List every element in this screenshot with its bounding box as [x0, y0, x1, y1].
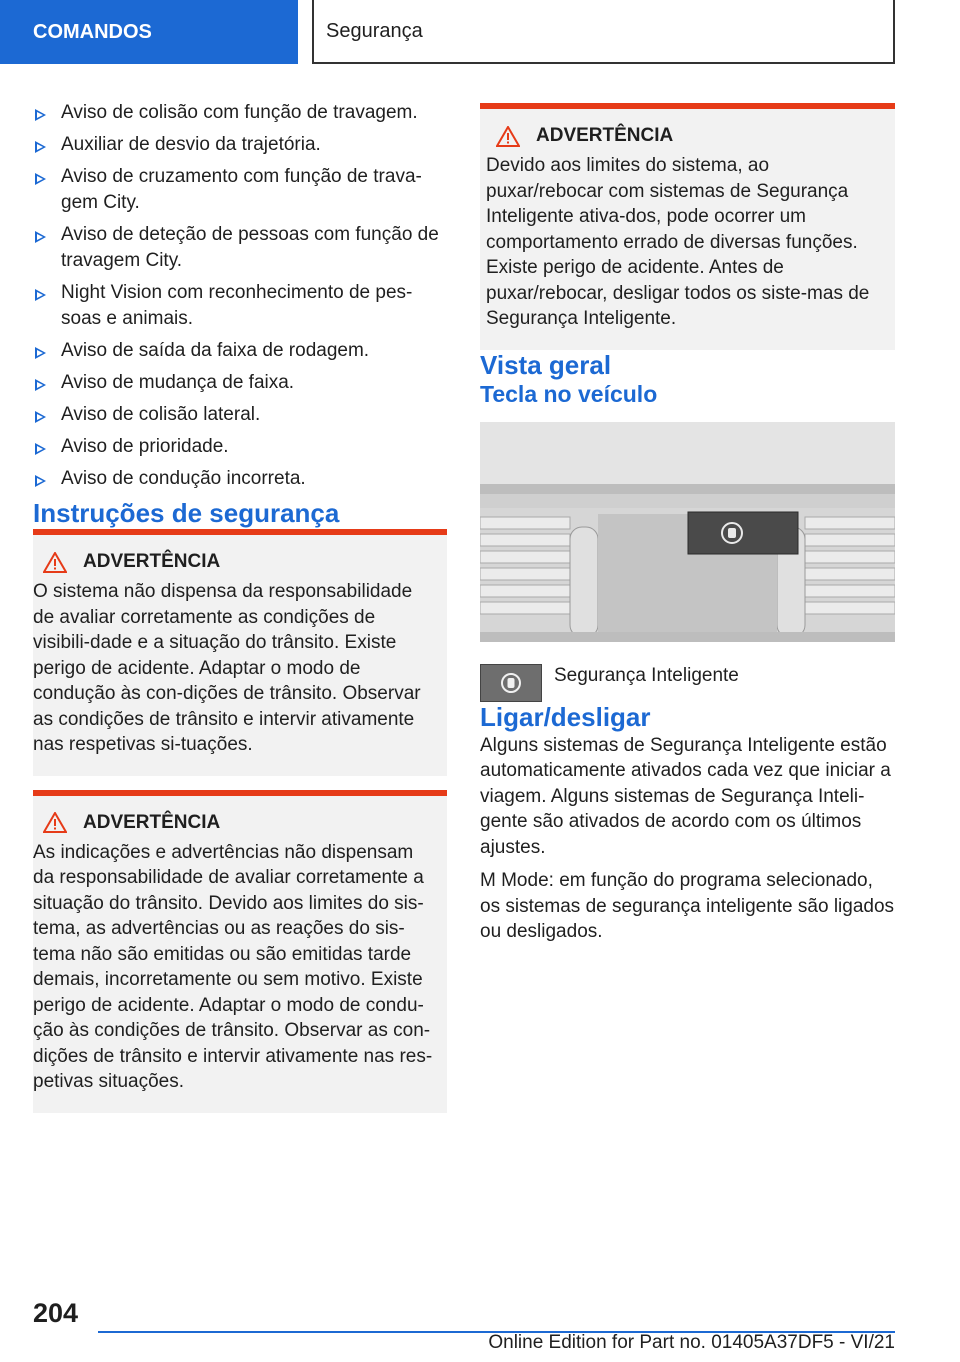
- list-item: Aviso de saída da faixa de rodagem.: [33, 338, 447, 364]
- list-item: Aviso de condução incorreta.: [33, 466, 447, 492]
- key-subheading: Tecla no veículo: [480, 380, 658, 407]
- triangle-bullet-icon: [35, 173, 46, 185]
- warning-title: ADVERTÊNCIA: [33, 551, 437, 573]
- warning-title: ADVERTÊNCIA: [33, 812, 437, 834]
- warning-triangle-icon: [43, 812, 67, 833]
- triangle-bullet-icon: [35, 141, 46, 153]
- onoff-heading: Ligar/desligar: [480, 701, 651, 732]
- list-item: Aviso de deteção de pessoas com função de travagem City.: [33, 222, 447, 274]
- triangle-bullet-icon: [35, 379, 46, 391]
- page-title: Segurança: [312, 0, 895, 64]
- intelligent-safety-button-icon: [480, 664, 542, 702]
- left-column: [33, 100, 447, 1113]
- list-item: Aviso de mudança de faixa.: [33, 370, 447, 396]
- warning-text: Devido aos limites do sistema, ao puxar/rebocar com sistemas de Segurança Inteligente ativa-dos, pode ocorrer um comportamento errado de diversas funções. Existe perigo de acidente. Antes de puxar/rebocar, desligar todos os siste-mas de Segurança Inteligente.: [486, 155, 870, 329]
- warning-triangle-icon: [496, 126, 520, 147]
- warning-box: [33, 529, 447, 776]
- triangle-bullet-icon: [35, 411, 46, 423]
- section-tab: COMANDOS: [0, 0, 298, 64]
- list-item: Aviso de cruzamento com função de trava-gem City.: [33, 164, 447, 216]
- triangle-bullet-icon: [35, 475, 46, 487]
- triangle-bullet-icon: [35, 231, 46, 243]
- triangle-bullet-icon: [35, 443, 46, 455]
- list-item: Auxiliar de desvio da trajetória.: [33, 132, 447, 158]
- warning-text: As indicações e advertências não dispensam da responsabilidade de avaliar corretamente a situação do trânsito. Devido aos limites do sis-tema, as advertências ou as reações do sis-tema não são emitidas ou são emitidas tarde demais, incorretamente ou sem motivo. Existe perigo de acidente. Adaptar o modo de condu-ção às condições de trânsito. Observar as con-dições de trânsito e intervir ativamente nas res-petivas situações.: [33, 841, 433, 1092]
- warning-triangle-icon: [43, 552, 67, 573]
- warning-box: [33, 790, 447, 1113]
- triangle-bullet-icon: [35, 289, 46, 301]
- list-item: Aviso de colisão com função de travagem.: [33, 100, 447, 126]
- paragraph: M Mode: em função do programa selecionado, os sistemas de segurança inteligente são ligados ou desligados.: [480, 870, 895, 942]
- footer-edition: Online Edition for Part no. 01405A37DF5 - VI/21: [488, 1332, 895, 1353]
- list-item: Night Vision com reconhecimento de pes-soas e animais.: [33, 280, 447, 332]
- list-item: Aviso de colisão lateral.: [33, 402, 447, 428]
- warning-box: [480, 103, 895, 350]
- feature-list: [33, 100, 447, 492]
- list-item: Aviso de prioridade.: [33, 434, 447, 460]
- warning-title: ADVERTÊNCIA: [486, 125, 885, 147]
- paragraph: Alguns sistemas de Segurança Inteligente estão automaticamente ativados cada vez que iniciar a viagem. Alguns sistemas de Segurança Inteli-gente são ativados de acordo com os últimos ajustes.: [480, 734, 891, 858]
- overview-heading: Vista geral: [480, 349, 612, 380]
- key-label: Segurança Inteligente: [554, 664, 739, 686]
- page-number: 204: [33, 1298, 79, 1328]
- safety-heading: Instruções de segurança: [33, 498, 340, 528]
- warning-text: O sistema não dispensa da responsabilidade de avaliar corretamente as condições de visibili-dade e a situação do trânsito. Existe perigo de acidente. Adaptar o modo de condução às con-dições de trânsito. Observar as condições de trânsito e intervir ativamente nas respetivas si-tuações.: [33, 581, 421, 755]
- vehicle-button-photo: [480, 422, 895, 642]
- key-legend: [480, 664, 895, 702]
- triangle-bullet-icon: [35, 347, 46, 359]
- right-column: [480, 103, 895, 953]
- triangle-bullet-icon: [35, 109, 46, 121]
